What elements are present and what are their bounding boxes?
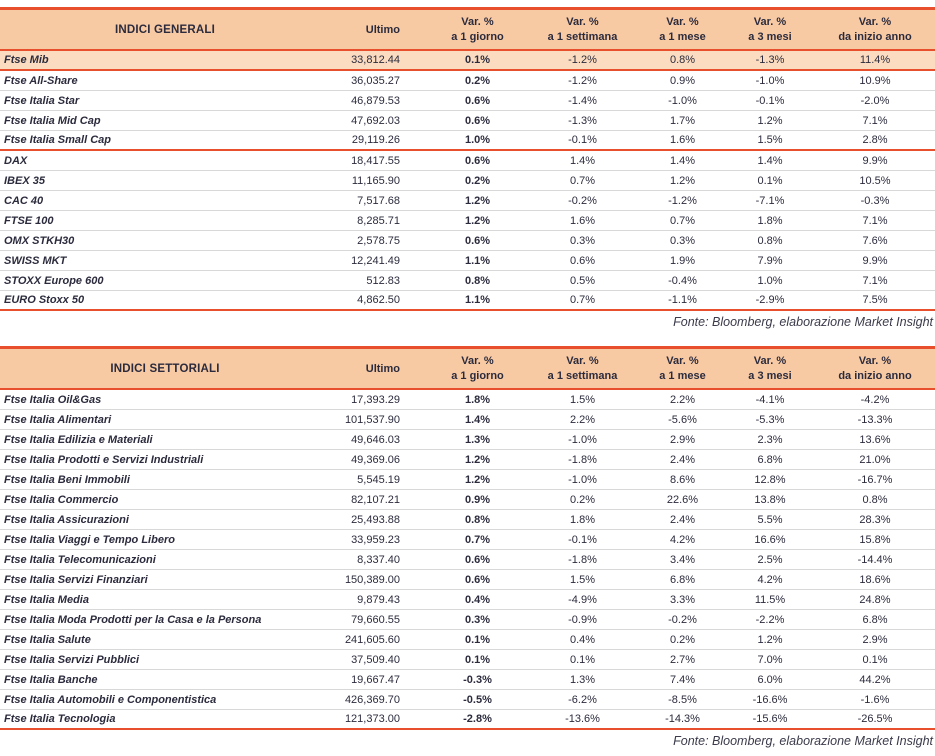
var-ytd-cell: -0.3% bbox=[860, 194, 890, 207]
var-label: Var. % bbox=[858, 15, 892, 28]
var-1-week-cell: 2.2% bbox=[569, 413, 596, 426]
var-1-week-cell: -13.6% bbox=[565, 713, 600, 725]
table-row bbox=[0, 231, 935, 251]
var-ytd-cell: 13.6% bbox=[859, 433, 891, 446]
var-1-week-cell: -1.2% bbox=[568, 74, 597, 87]
var-1-month-cell: 2.9% bbox=[669, 433, 696, 446]
ultimo-cell: 7,517.68 bbox=[357, 194, 400, 207]
var-label: Var. % bbox=[566, 354, 599, 367]
table-row bbox=[0, 51, 935, 71]
table-row bbox=[0, 171, 935, 191]
table-title: INDICI SETTORIALI bbox=[110, 362, 220, 375]
table-row bbox=[0, 530, 935, 550]
var-1-month-cell: 0.7% bbox=[669, 214, 696, 227]
var-1-week-cell: -0.1% bbox=[568, 134, 597, 146]
var-1-day-cell: 0.1% bbox=[464, 633, 491, 646]
table-row bbox=[0, 71, 935, 91]
ultimo-cell: 37,509.40 bbox=[351, 653, 400, 666]
var-1-month-cell: 1.7% bbox=[669, 114, 696, 127]
var-1-day-cell: 1.1% bbox=[464, 294, 491, 306]
var-1-day-cell: 1.1% bbox=[464, 254, 491, 267]
var-1-month-cell: -0.4% bbox=[668, 274, 697, 287]
table-row bbox=[0, 650, 935, 670]
table-row bbox=[0, 470, 935, 490]
table-row bbox=[0, 570, 935, 590]
var-1-month-cell: 1.4% bbox=[669, 154, 696, 167]
var-label: Var. % bbox=[666, 354, 699, 367]
index-name-cell: Ftse Italia Servizi Finanziari bbox=[4, 573, 148, 586]
var-1-month-cell: 3.4% bbox=[669, 553, 696, 566]
var-sub-label: a 3 mesi bbox=[748, 30, 792, 43]
var-1-day-cell: 1.4% bbox=[464, 413, 491, 426]
var-1-week-cell: 1.5% bbox=[569, 393, 596, 406]
column-header-var-3-months bbox=[725, 10, 815, 49]
var-1-month-cell: -5.6% bbox=[668, 413, 697, 426]
column-header-var-1-month bbox=[640, 349, 725, 388]
var-ytd-cell: 2.8% bbox=[862, 134, 888, 146]
var-1-day-cell: 0.1% bbox=[464, 653, 491, 666]
var-ytd-cell: -16.7% bbox=[857, 473, 893, 486]
var-1-day-cell: 1.2% bbox=[464, 473, 491, 486]
index-name-cell: Ftse Italia Viaggi e Tempo Libero bbox=[4, 533, 175, 546]
var-1-month-cell: 2.4% bbox=[669, 453, 696, 466]
var-ytd-cell: 0.1% bbox=[862, 653, 888, 666]
var-3-months-cell: -1.3% bbox=[755, 54, 785, 66]
table-row bbox=[0, 191, 935, 211]
var-1-week-cell: 0.1% bbox=[569, 653, 596, 666]
var-1-month-cell: 2.2% bbox=[669, 393, 696, 406]
var-3-months-cell: -2.2% bbox=[755, 613, 785, 626]
index-name-cell: CAC 40 bbox=[4, 194, 44, 207]
var-ytd-cell: 6.8% bbox=[862, 613, 888, 626]
var-3-months-cell: 0.8% bbox=[757, 234, 783, 247]
var-3-months-cell: 1.2% bbox=[757, 114, 783, 127]
var-1-day-cell: 1.2% bbox=[464, 453, 491, 466]
var-1-week-cell: -1.0% bbox=[568, 473, 597, 486]
var-1-week-cell: -1.0% bbox=[568, 433, 597, 446]
var-1-day-cell: 0.3% bbox=[464, 613, 491, 626]
table-row bbox=[0, 251, 935, 271]
ultimo-cell: 18,417.55 bbox=[351, 154, 400, 167]
var-3-months-cell: 13.8% bbox=[754, 493, 786, 506]
ultimo-cell: 47,692.03 bbox=[351, 114, 400, 127]
var-1-month-cell: -8.5% bbox=[668, 693, 697, 706]
var-1-week-cell: 0.2% bbox=[569, 493, 596, 506]
ultimo-cell: 79,660.55 bbox=[351, 613, 400, 626]
var-1-month-cell: 8.6% bbox=[669, 473, 696, 486]
var-1-day-cell: -0.5% bbox=[463, 693, 492, 706]
var-1-day-cell: 0.6% bbox=[464, 553, 491, 566]
var-ytd-cell: 7.1% bbox=[862, 114, 888, 127]
var-1-week-cell: 1.8% bbox=[569, 513, 596, 526]
var-1-day-cell: 1.3% bbox=[464, 433, 491, 446]
var-1-day-cell: -0.3% bbox=[463, 673, 492, 686]
var-1-day-cell: 1.2% bbox=[464, 194, 491, 207]
var-ytd-cell: 9.9% bbox=[862, 154, 888, 167]
table-row bbox=[0, 590, 935, 610]
var-ytd-cell: 10.9% bbox=[859, 74, 891, 87]
table-row bbox=[0, 271, 935, 291]
source-note: Fonte: Bloomberg, elaborazione Market Insight bbox=[673, 734, 933, 748]
index-name-cell: EURO Stoxx 50 bbox=[4, 294, 85, 306]
column-header-var-1-day bbox=[430, 349, 525, 388]
ultimo-cell: 29,119.26 bbox=[351, 134, 400, 146]
indici-settoriali-table bbox=[0, 346, 935, 755]
ultimo-cell: 121,373.00 bbox=[344, 713, 400, 725]
var-1-week-cell: 0.3% bbox=[569, 234, 596, 247]
var-ytd-cell: 21.0% bbox=[859, 453, 891, 466]
index-name-cell: Ftse Italia Oil&Gas bbox=[4, 393, 102, 406]
table-row bbox=[0, 610, 935, 630]
table-row bbox=[0, 410, 935, 430]
table-header bbox=[0, 7, 935, 51]
var-1-month-cell: 2.4% bbox=[669, 513, 696, 526]
table-title: INDICI GENERALI bbox=[114, 23, 216, 36]
var-1-month-cell: 1.6% bbox=[669, 134, 696, 146]
index-name-cell: Ftse Italia Salute bbox=[4, 633, 91, 646]
var-3-months-cell: 2.5% bbox=[757, 553, 783, 566]
table-row bbox=[0, 131, 935, 151]
var-1-day-cell: 0.6% bbox=[464, 94, 491, 107]
var-sub-label: da inizio anno bbox=[838, 369, 912, 382]
ultimo-cell: 82,107.21 bbox=[351, 493, 400, 506]
var-3-months-cell: 4.2% bbox=[757, 573, 783, 586]
index-name-cell: Ftse Italia Automobili e Componentistica bbox=[4, 693, 217, 706]
var-1-week-cell: 1.6% bbox=[569, 214, 596, 227]
var-sub-label: a 1 giorno bbox=[451, 369, 504, 382]
var-1-day-cell: 0.6% bbox=[464, 234, 491, 247]
table-body bbox=[0, 51, 935, 311]
index-name-cell: Ftse Italia Media bbox=[4, 593, 89, 606]
index-name-cell: Ftse Italia Small Cap bbox=[4, 134, 111, 146]
var-ytd-cell: 11.4% bbox=[859, 54, 891, 66]
ultimo-cell: 36,035.27 bbox=[351, 74, 400, 87]
var-3-months-cell: 1.5% bbox=[757, 134, 783, 146]
var-3-months-cell: 6.0% bbox=[757, 673, 783, 686]
var-1-month-cell: 4.2% bbox=[669, 533, 696, 546]
var-1-week-cell: 0.7% bbox=[569, 294, 596, 306]
var-3-months-cell: 11.5% bbox=[754, 593, 786, 606]
var-1-week-cell: 1.5% bbox=[569, 573, 596, 586]
table-body bbox=[0, 390, 935, 730]
var-1-week-cell: -1.2% bbox=[568, 54, 597, 66]
var-1-week-cell: -4.9% bbox=[568, 593, 597, 606]
table-row bbox=[0, 450, 935, 470]
var-1-month-cell: -0.2% bbox=[668, 613, 697, 626]
var-1-week-cell: 1.4% bbox=[569, 154, 596, 167]
var-3-months-cell: -1.0% bbox=[755, 74, 785, 87]
source-note: Fonte: Bloomberg, elaborazione Market Insight bbox=[673, 315, 933, 329]
var-1-day-cell: 0.1% bbox=[464, 54, 491, 66]
var-1-week-cell: -6.2% bbox=[568, 693, 597, 706]
var-1-week-cell: 0.6% bbox=[569, 254, 596, 267]
column-header-var-1-month bbox=[640, 10, 725, 49]
column-header-var-1-day bbox=[430, 10, 525, 49]
var-3-months-cell: 2.3% bbox=[757, 433, 783, 446]
var-1-month-cell: 0.9% bbox=[669, 74, 696, 87]
ultimo-cell: 8,337.40 bbox=[357, 553, 400, 566]
var-3-months-cell: 6.8% bbox=[757, 453, 783, 466]
var-1-month-cell: 2.7% bbox=[669, 653, 696, 666]
var-1-month-cell: 6.8% bbox=[669, 573, 696, 586]
var-ytd-cell: -2.0% bbox=[860, 94, 890, 107]
var-3-months-cell: 1.4% bbox=[757, 154, 783, 167]
var-label: Var. % bbox=[753, 354, 787, 367]
table-row bbox=[0, 710, 935, 730]
index-name-cell: Ftse Italia Star bbox=[4, 94, 80, 107]
var-label: Var. % bbox=[753, 15, 787, 28]
var-3-months-cell: 1.0% bbox=[757, 274, 783, 287]
table-row bbox=[0, 510, 935, 530]
var-1-month-cell: 0.3% bbox=[669, 234, 696, 247]
var-3-months-cell: -15.6% bbox=[752, 713, 788, 725]
var-sub-label: a 1 mese bbox=[659, 369, 706, 382]
ultimo-cell: 241,605.60 bbox=[344, 633, 400, 646]
var-1-week-cell: 0.5% bbox=[569, 274, 596, 287]
var-sub-label: a 3 mesi bbox=[748, 369, 792, 382]
index-name-cell: Ftse Italia Edilizia e Materiali bbox=[4, 433, 153, 446]
var-1-day-cell: 1.2% bbox=[464, 214, 491, 227]
var-sub-label: a 1 mese bbox=[659, 30, 706, 43]
var-label: Var. % bbox=[461, 15, 494, 28]
index-name-cell: Ftse Italia Assicurazioni bbox=[4, 513, 129, 526]
var-3-months-cell: 16.6% bbox=[754, 533, 786, 546]
var-1-day-cell: 0.8% bbox=[464, 513, 491, 526]
var-sub-label: da inizio anno bbox=[838, 30, 912, 43]
var-1-month-cell: -1.2% bbox=[668, 194, 697, 207]
var-1-day-cell: 1.0% bbox=[464, 134, 491, 146]
table-row bbox=[0, 490, 935, 510]
var-1-day-cell: 0.2% bbox=[464, 74, 491, 87]
var-3-months-cell: 7.9% bbox=[757, 254, 783, 267]
var-1-week-cell: -1.8% bbox=[568, 453, 597, 466]
var-1-day-cell: 1.8% bbox=[464, 393, 491, 406]
var-ytd-cell: 44.2% bbox=[859, 673, 891, 686]
indici-generali-table bbox=[0, 7, 935, 336]
var-3-months-cell: 5.5% bbox=[757, 513, 783, 526]
var-1-week-cell: -1.8% bbox=[568, 553, 597, 566]
var-ytd-cell: -1.6% bbox=[860, 693, 890, 706]
var-3-months-cell: 7.0% bbox=[757, 653, 783, 666]
column-header-var-ytd bbox=[815, 10, 935, 49]
var-1-week-cell: -1.3% bbox=[568, 114, 597, 127]
ultimo-cell: 2,578.75 bbox=[357, 234, 400, 247]
var-3-months-cell: -7.1% bbox=[755, 194, 785, 207]
var-1-week-cell: -1.4% bbox=[568, 94, 597, 107]
var-3-months-cell: -16.6% bbox=[752, 693, 788, 706]
var-ytd-cell: 7.6% bbox=[862, 234, 888, 247]
ultimo-cell: 49,646.03 bbox=[351, 433, 400, 446]
ultimo-cell: 49,369.06 bbox=[351, 453, 400, 466]
table-row bbox=[0, 291, 935, 311]
var-1-month-cell: 1.9% bbox=[669, 254, 696, 267]
var-1-month-cell: 7.4% bbox=[669, 673, 696, 686]
var-ytd-cell: 7.1% bbox=[862, 274, 888, 287]
ultimo-cell: 5,545.19 bbox=[357, 473, 400, 486]
index-name-cell: Ftse Italia Banche bbox=[4, 673, 98, 686]
var-3-months-cell: -0.1% bbox=[755, 94, 785, 107]
var-1-week-cell: -0.2% bbox=[568, 194, 597, 207]
ultimo-cell: 46,879.53 bbox=[351, 94, 400, 107]
var-ytd-cell: 7.1% bbox=[862, 214, 888, 227]
ultimo-cell: 8,285.71 bbox=[357, 214, 400, 227]
var-3-months-cell: -4.1% bbox=[755, 393, 785, 406]
ultimo-cell: 19,667.47 bbox=[351, 673, 400, 686]
var-1-month-cell: 0.2% bbox=[669, 633, 696, 646]
var-1-month-cell: -1.1% bbox=[668, 294, 697, 306]
var-1-month-cell: 0.8% bbox=[669, 54, 696, 66]
index-name-cell: FTSE 100 bbox=[4, 214, 54, 227]
var-ytd-cell: 18.6% bbox=[859, 573, 891, 586]
var-1-month-cell: 22.6% bbox=[666, 493, 699, 506]
index-name-cell: Ftse Italia Moda Prodotti per la Casa e la Persona bbox=[4, 613, 262, 626]
var-1-day-cell: 0.6% bbox=[464, 114, 491, 127]
var-ytd-cell: 2.9% bbox=[862, 633, 888, 646]
var-ytd-cell: -14.4% bbox=[857, 553, 893, 566]
var-label: Var. % bbox=[461, 354, 494, 367]
ultimo-cell: 9,879.43 bbox=[357, 593, 400, 606]
var-sub-label: a 1 giorno bbox=[451, 30, 504, 43]
index-name-cell: Ftse Italia Telecomunicazioni bbox=[4, 553, 156, 566]
ultimo-cell: 11,165.90 bbox=[351, 174, 400, 187]
index-name-cell: Ftse Mib bbox=[4, 54, 49, 66]
ultimo-cell: 150,389.00 bbox=[344, 573, 400, 586]
var-1-day-cell: -2.8% bbox=[463, 713, 492, 725]
var-3-months-cell: 12.8% bbox=[754, 473, 786, 486]
column-header-var-3-months bbox=[725, 349, 815, 388]
index-name-cell: IBEX 35 bbox=[4, 174, 45, 187]
var-3-months-cell: 1.8% bbox=[757, 214, 783, 227]
column-header-var-1-week bbox=[525, 349, 640, 388]
var-1-week-cell: -0.9% bbox=[568, 613, 597, 626]
index-name-cell: OMX STKH30 bbox=[4, 234, 75, 247]
table-row bbox=[0, 670, 935, 690]
table-row bbox=[0, 550, 935, 570]
var-ytd-cell: 7.5% bbox=[862, 294, 888, 306]
var-3-months-cell: 0.1% bbox=[757, 174, 783, 187]
var-1-month-cell: -14.3% bbox=[665, 713, 700, 725]
index-name-cell: Ftse Italia Commercio bbox=[4, 493, 119, 506]
var-3-months-cell: -5.3% bbox=[755, 413, 785, 426]
var-label: Var. % bbox=[666, 15, 699, 28]
var-1-week-cell: -0.1% bbox=[568, 533, 597, 546]
var-ytd-cell: 15.8% bbox=[859, 533, 891, 546]
var-ytd-cell: 9.9% bbox=[862, 254, 888, 267]
table-row bbox=[0, 630, 935, 650]
var-1-day-cell: 0.4% bbox=[464, 593, 491, 606]
var-ytd-cell: 0.8% bbox=[862, 493, 888, 506]
var-ytd-cell: 10.5% bbox=[859, 174, 891, 187]
index-name-cell: Ftse Italia Mid Cap bbox=[4, 114, 101, 127]
var-1-week-cell: 0.7% bbox=[569, 174, 596, 187]
column-header-var-ytd bbox=[815, 349, 935, 388]
column-header-ultimo: Ultimo bbox=[365, 362, 400, 375]
var-ytd-cell: -26.5% bbox=[857, 713, 893, 725]
index-name-cell: Ftse All-Share bbox=[4, 74, 78, 87]
table-row bbox=[0, 151, 935, 171]
index-name-cell: Ftse Italia Tecnologia bbox=[4, 713, 116, 725]
ultimo-cell: 12,241.49 bbox=[351, 254, 400, 267]
var-1-day-cell: 0.7% bbox=[464, 533, 491, 546]
var-1-day-cell: 0.6% bbox=[464, 573, 491, 586]
ultimo-cell: 512.83 bbox=[366, 274, 400, 287]
ultimo-cell: 17,393.29 bbox=[351, 393, 400, 406]
var-3-months-cell: -2.9% bbox=[755, 294, 785, 306]
index-name-cell: Ftse Italia Alimentari bbox=[4, 413, 112, 426]
index-name-cell: STOXX Europe 600 bbox=[4, 274, 104, 287]
table-row bbox=[0, 430, 935, 450]
var-ytd-cell: -4.2% bbox=[860, 393, 890, 406]
table-header bbox=[0, 346, 935, 390]
ultimo-cell: 25,493.88 bbox=[351, 513, 400, 526]
var-ytd-cell: -13.3% bbox=[857, 413, 893, 426]
table-row bbox=[0, 211, 935, 231]
index-name-cell: Ftse Italia Servizi Pubblici bbox=[4, 653, 140, 666]
var-sub-label: a 1 settimana bbox=[547, 369, 618, 382]
var-ytd-cell: 24.8% bbox=[859, 593, 891, 606]
table-row bbox=[0, 91, 935, 111]
var-1-month-cell: 3.3% bbox=[669, 593, 696, 606]
column-header-var-1-week bbox=[525, 10, 640, 49]
var-1-day-cell: 0.8% bbox=[464, 274, 491, 287]
var-3-months-cell: 1.2% bbox=[757, 633, 783, 646]
index-name-cell: Ftse Italia Beni Immobili bbox=[4, 473, 130, 486]
var-sub-label: a 1 settimana bbox=[547, 30, 618, 43]
index-name-cell: DAX bbox=[4, 154, 28, 167]
table-row bbox=[0, 111, 935, 131]
table-row bbox=[0, 690, 935, 710]
var-label: Var. % bbox=[566, 15, 599, 28]
ultimo-cell: 33,959.23 bbox=[351, 533, 400, 546]
var-1-day-cell: 0.2% bbox=[464, 174, 491, 187]
var-1-month-cell: -1.0% bbox=[668, 94, 697, 107]
ultimo-cell: 426,369.70 bbox=[344, 693, 400, 706]
var-1-month-cell: 1.2% bbox=[669, 174, 696, 187]
ultimo-cell: 33,812.44 bbox=[351, 54, 400, 66]
ultimo-cell: 4,862.50 bbox=[357, 294, 400, 306]
var-1-day-cell: 0.6% bbox=[464, 154, 491, 167]
var-1-week-cell: 1.3% bbox=[569, 673, 596, 686]
index-name-cell: SWISS MKT bbox=[4, 254, 67, 267]
column-header-ultimo: Ultimo bbox=[365, 23, 400, 36]
var-1-day-cell: 0.9% bbox=[464, 493, 491, 506]
var-ytd-cell: 28.3% bbox=[859, 513, 891, 526]
var-1-week-cell: 0.4% bbox=[569, 633, 596, 646]
table-row bbox=[0, 390, 935, 410]
var-label: Var. % bbox=[858, 354, 892, 367]
index-name-cell: Ftse Italia Prodotti e Servizi Industriali bbox=[4, 453, 204, 466]
ultimo-cell: 101,537.90 bbox=[344, 413, 400, 426]
